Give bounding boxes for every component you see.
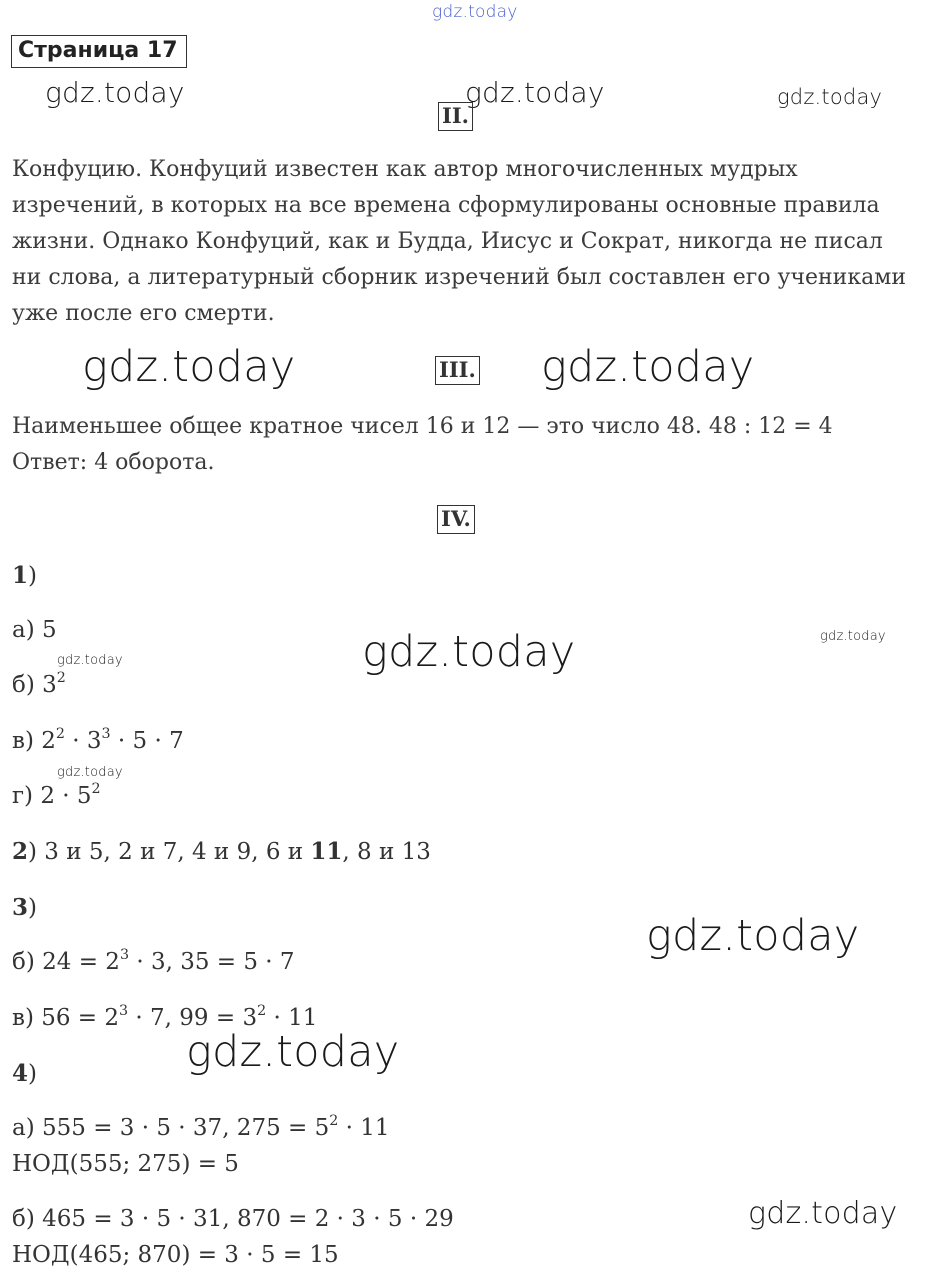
- problem-4-label: 4): [12, 1060, 37, 1087]
- watermark: gdz.today: [45, 76, 185, 109]
- text-line: ни слова, а литературный сборник изречений был составлен его учениками: [12, 265, 906, 290]
- exponent: 2: [55, 726, 65, 743]
- answer-4b-gcd: НОД(465; 870) = 3 · 5 = 15: [12, 1242, 339, 1268]
- answer-4b: б) 465 = 3 · 5 · 31, 870 = 2 · 3 · 5 · 29: [12, 1206, 454, 1232]
- item-prefix: б): [12, 672, 43, 698]
- watermark: gdz.today: [57, 765, 123, 780]
- text: · 3, 35 = 5 · 7: [129, 949, 295, 975]
- text-line: Конфуцию. Конфуций известен как автор многочисленных мудрых: [12, 157, 798, 182]
- problem-3-label: 3): [12, 894, 37, 921]
- section-iii-answer: Ответ: 4 оборота.: [12, 450, 215, 475]
- answer-4a: [12, 1115, 390, 1141]
- exponent: 2: [91, 781, 101, 798]
- value: 5: [42, 617, 57, 643]
- exponent: 2: [329, 1113, 339, 1130]
- section-heading-iv: IV.: [437, 505, 475, 534]
- watermark: gdz.today: [777, 85, 883, 109]
- section-heading-iii: III.: [435, 356, 480, 385]
- answer-3v: [12, 1005, 317, 1031]
- watermark: gdz.today: [748, 1196, 898, 1231]
- answer-3b: [12, 949, 295, 975]
- watermark: gdz.today: [465, 76, 605, 109]
- watermark: gdz.today: [186, 1027, 400, 1077]
- rest: · 5 · 7: [110, 728, 184, 754]
- base: 2 · 5: [40, 783, 92, 809]
- watermark: gdz.today: [646, 911, 860, 961]
- answer-1v: [12, 728, 184, 754]
- exponent: 2: [257, 1003, 267, 1020]
- text: б) 24 = 2: [12, 949, 120, 975]
- base: · 3: [64, 728, 102, 754]
- item-prefix: г): [12, 783, 41, 809]
- text-line: изречений, в которых на все времена сформулированы основные правила: [12, 193, 880, 218]
- problem-number: 4: [12, 1060, 29, 1087]
- exponent: 3: [119, 1003, 129, 1020]
- watermark-top: gdz.today: [432, 2, 518, 22]
- answer-1g: [12, 783, 101, 809]
- watermark: gdz.today: [362, 627, 576, 677]
- section-ii-text: [12, 152, 906, 332]
- problem-number: 2: [12, 838, 29, 865]
- text: · 11: [338, 1115, 390, 1141]
- section-heading-ii: II.: [438, 102, 473, 131]
- text: · 7, 99 = 3: [128, 1005, 258, 1031]
- text: ) 3 и 5, 2 и 7, 4 и 9, 6 и: [28, 839, 311, 865]
- exponent: 2: [56, 670, 66, 687]
- exponent: 3: [119, 947, 130, 964]
- problem-number: 1: [12, 562, 29, 589]
- text: а) 555 = 3 · 5 · 37, 275 = 5: [12, 1115, 330, 1141]
- text: · 11: [266, 1005, 318, 1031]
- section-iii-line1: Наименьшее общее кратное чисел 16 и 12 — это число 48. 48 : 12 = 4: [12, 414, 833, 439]
- base: 3: [42, 672, 57, 698]
- answer-2: [12, 838, 431, 865]
- watermark: gdz.today: [57, 653, 123, 668]
- text: в) 56 = 2: [12, 1005, 120, 1031]
- text: , 8 и 13: [342, 839, 431, 865]
- problem-number: 3: [12, 894, 29, 921]
- watermark: gdz.today: [820, 629, 886, 644]
- text-line: жизни. Однако Конфуций, как и Будда, Иисус и Сократ, никогда не писал: [12, 229, 883, 254]
- base: 2: [41, 728, 56, 754]
- watermark: gdz.today: [82, 342, 296, 392]
- item-prefix: а): [12, 617, 42, 643]
- watermark: gdz.today: [541, 342, 755, 392]
- item-prefix: в): [12, 728, 42, 754]
- answer-1a: [12, 617, 57, 643]
- problem-1-label: 1): [12, 562, 37, 589]
- answer-1b: [12, 672, 66, 698]
- exponent: 3: [101, 726, 111, 743]
- page-label: Страница 17: [11, 35, 187, 68]
- text-line: уже после его смерти.: [12, 301, 275, 326]
- text-bold: 11: [310, 838, 343, 865]
- answer-4a-gcd: НОД(555; 275) = 5: [12, 1151, 239, 1177]
